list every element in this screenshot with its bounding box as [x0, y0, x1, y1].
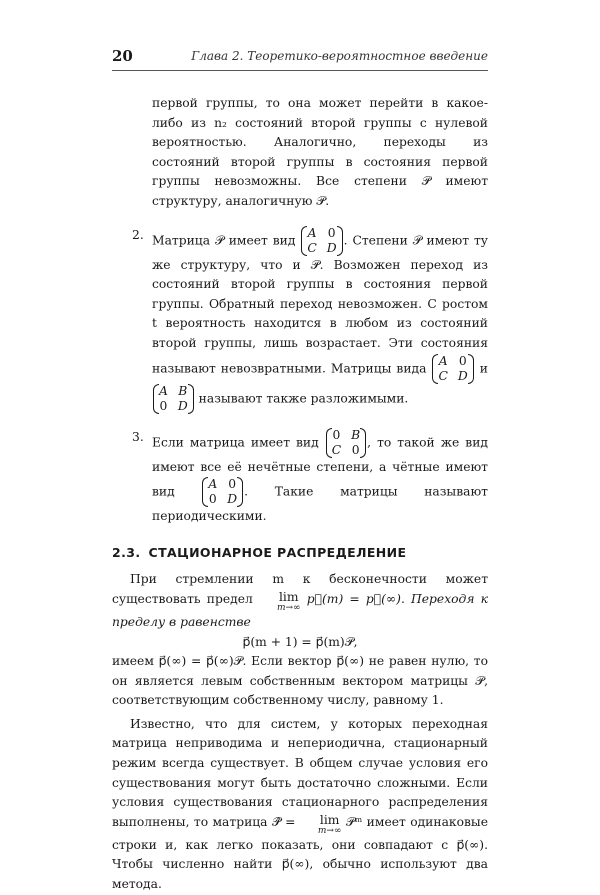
- display-equation: p⃗(m + 1) = p⃗(m)𝒫,: [242, 634, 358, 649]
- section-number: 2.3.: [112, 544, 141, 560]
- list-item-3: [112, 428, 488, 527]
- item3-text-before: Если матрица имеет вид: [152, 435, 319, 450]
- list-number: 2.: [132, 227, 144, 242]
- list-number: 3.: [132, 429, 144, 444]
- item2-text-end: называют также разложимыми.: [198, 391, 409, 406]
- section-title: СТАЦИОНАРНОЕ РАСПРЕДЕЛЕНИЕ: [148, 544, 407, 560]
- item3-text-end: . Такие матрицы называют периодическими.: [152, 484, 488, 524]
- chapter-title: Глава 2. Теоретико-вероятностное введение: [191, 49, 488, 63]
- limit-operator: lim m→∞: [276, 589, 301, 613]
- matrix-block: A 0 C D: [433, 354, 472, 384]
- intro-paragraph: первой группы, то она может перейти в какое-либо из n₂ состояний второй группы с нулевой вероятностью. Аналогично, переходы из состояний второй группы в состояния первой группы невозможны. Все степени 𝒫 имеют структуру, аналогичную 𝒫.: [152, 96, 488, 208]
- matrix-block: A B 0 D: [154, 384, 193, 414]
- matrix-block: A 0 0 D: [203, 477, 242, 507]
- running-head: [112, 44, 488, 71]
- conjunction: и: [479, 361, 488, 376]
- matrix-block: 0 B C 0: [327, 428, 365, 458]
- item3-text-mid: , то такой же вид имеют все её нечётные степени, а чётные имеют вид: [152, 435, 488, 499]
- paragraph-eigenvector: имеем p⃗(∞) = p⃗(∞)𝒫. Если вектор p⃗(∞) не равен нулю, то он является левым собственным вектором матрицы 𝒫, соответствующим собственному числу, равному 1.: [112, 654, 488, 708]
- page-body: [112, 94, 488, 895]
- paragraph-limit: При стремлении m к бесконечности может существовать предел lim m→∞ p⃗(m) = p⃗(∞). Переходя к пределу в равенстве: [112, 572, 488, 629]
- paragraph-stationary: Известно, что для систем, у которых переходная матрица неприводима и непериодична, стационарный режим всегда существует. В общем случае условия его существования могут быть достаточно сложными. Если условия существования стационарного распределения выполнены, то матрица 𝒫̂ = lim m→∞ 𝒫ᵐ имеет одинаковые строки и, как легко показать, они совпадают с p⃗(∞). Чтобы численно найти p⃗(∞), обычно используют два метода.: [112, 716, 488, 892]
- item2-text-after: . Степени 𝒫 имеют ту же структуру, что и 𝒫. Возможен переход из состояний второй группы в состояния первой группы. Обратный переход невозможен. С ростом t вероятность находится в любом из состояний второй группы, лишь возрастает. Эти состояния называют невозвратными. Матрицы вида: [152, 233, 488, 376]
- matrix-block: A 0 C D: [302, 226, 341, 256]
- section-heading: [112, 543, 488, 563]
- page-number: 20: [112, 47, 133, 65]
- list-item-2: [112, 226, 488, 414]
- item2-text-before: Матрица 𝒫 имеет вид: [152, 233, 296, 248]
- limit-operator: lim m→∞: [317, 812, 342, 836]
